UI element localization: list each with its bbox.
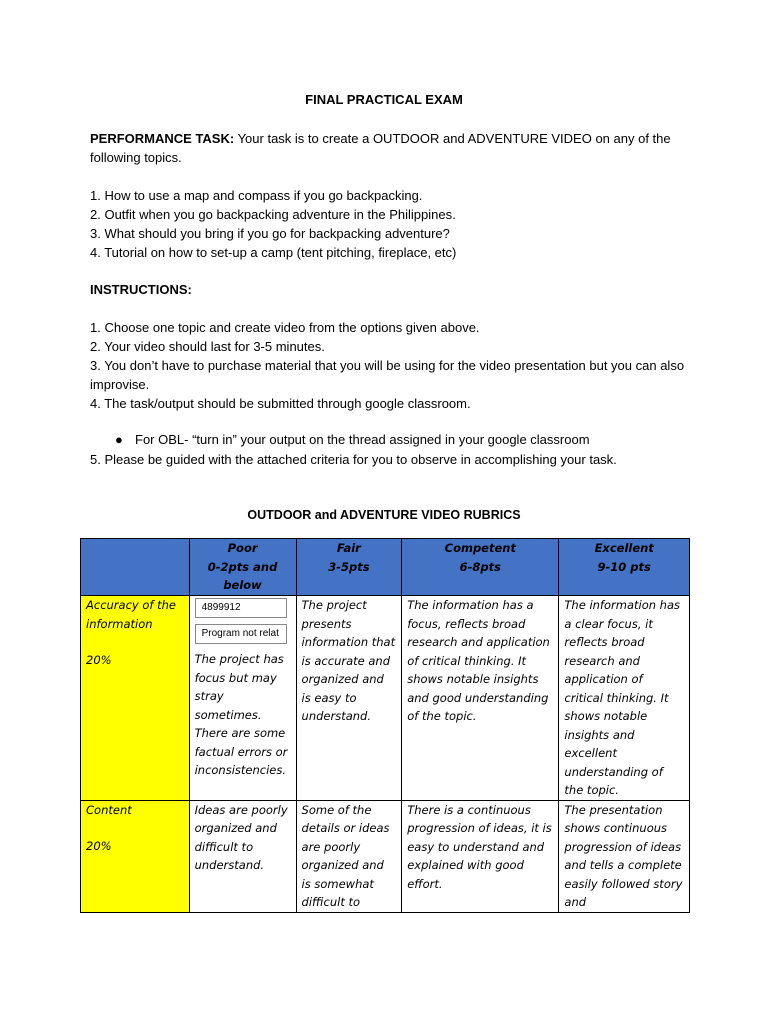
performance-task-text: Your task is to create a OUTDOOR and ADVENTURE VIDEO on any of the following topics. [90, 131, 671, 165]
competent-cell: The information has a focus, reflects broad research and application of critical thinking. It shows notable insights and good understanding of the topic. [402, 596, 559, 801]
obl-bullet [115, 430, 590, 449]
header-points: 0-2pts and below [207, 559, 278, 592]
instruction-item: 3. You don’t have to purchase material that you will be using for the video presentation but you can also improvise. [90, 358, 685, 392]
header-name: Poor [227, 541, 258, 555]
criterion-weight: 20% [86, 839, 112, 853]
topic-item: 2. Outfit when you go backpacking adventure in the Philippines. [90, 207, 456, 222]
criterion-name: Content [86, 802, 132, 817]
rubric-row-accuracy [81, 596, 690, 801]
poor-cell: Ideas are poorly organized and difficult to understand. [189, 800, 296, 912]
topic-item: 1. How to use a map and compass if you go backpacking. [90, 188, 423, 203]
criterion-name: Accuracy of the information [86, 598, 176, 631]
page-title: FINAL PRACTICAL EXAM [305, 92, 463, 107]
score-input-field[interactable] [195, 598, 287, 618]
header-cell-competent [402, 539, 559, 596]
bullet-icon: ● [115, 432, 123, 447]
criterion-weight: 20% [86, 653, 112, 667]
instruction-item: 5. Please be guided with the attached criteria for you to observe in accomplishing your task. [90, 452, 617, 467]
header-points: 9-10 pts [597, 559, 651, 574]
comment-input-field[interactable] [195, 624, 287, 644]
header-name: Fair [336, 541, 361, 555]
rubric-title: OUTDOOR and ADVENTURE VIDEO RUBRICS [247, 508, 521, 522]
header-name: Competent [444, 541, 516, 555]
performance-task-paragraph [90, 129, 690, 167]
header-points: 3-5pts [328, 559, 370, 574]
bullet-text: For OBL- “turn in” your output on the thread assigned in your google classroom [135, 432, 590, 447]
header-points: 6-8pts [459, 559, 501, 574]
fair-cell: Some of the details or ideas are poorly organized and is somewhat difficult to [296, 800, 402, 912]
header-cell-fair [296, 539, 402, 596]
topic-item: 4. Tutorial on how to set-up a camp (tent pitching, fireplace, etc) [90, 245, 457, 260]
rubric-row-content [81, 800, 690, 912]
header-cell-poor [189, 539, 296, 596]
instructions-list [90, 318, 690, 413]
fair-cell: The project presents information that is accurate and organized and is easy to understand. [296, 596, 402, 801]
header-name: Excellent [594, 541, 654, 555]
rubric-header-row [81, 539, 690, 596]
instruction-item: 2. Your video should last for 3-5 minutes. [90, 339, 325, 354]
criterion-cell [81, 596, 190, 801]
criterion-cell [81, 800, 190, 912]
instruction-item: 1. Choose one topic and create video from the options given above. [90, 320, 480, 335]
rubric-table [80, 538, 690, 913]
performance-task-label: PERFORMANCE TASK: [90, 131, 235, 146]
topics-list [90, 186, 690, 262]
header-cell-excellent [559, 539, 690, 596]
poor-description: The project has focus but may stray sometimes. There are some factual errors or inconsistencies. [194, 652, 288, 777]
header-cell-empty [81, 539, 190, 596]
instruction-item: 4. The task/output should be submitted through google classroom. [90, 396, 471, 411]
topic-item: 3. What should you bring if you go for backpacking adventure? [90, 226, 450, 241]
competent-cell: There is a continuous progression of ideas, it is easy to understand and explained with good effort. [402, 800, 559, 912]
instructions-heading: INSTRUCTIONS: [90, 282, 192, 297]
poor-cell [189, 596, 296, 801]
excellent-cell: The information has a clear focus, it reflects broad research and application of critical thinking. It shows notable insights and excellent understanding of the topic. [559, 596, 690, 801]
excellent-cell: The presentation shows continuous progression of ideas and tells a complete easily followed story and [559, 800, 690, 912]
